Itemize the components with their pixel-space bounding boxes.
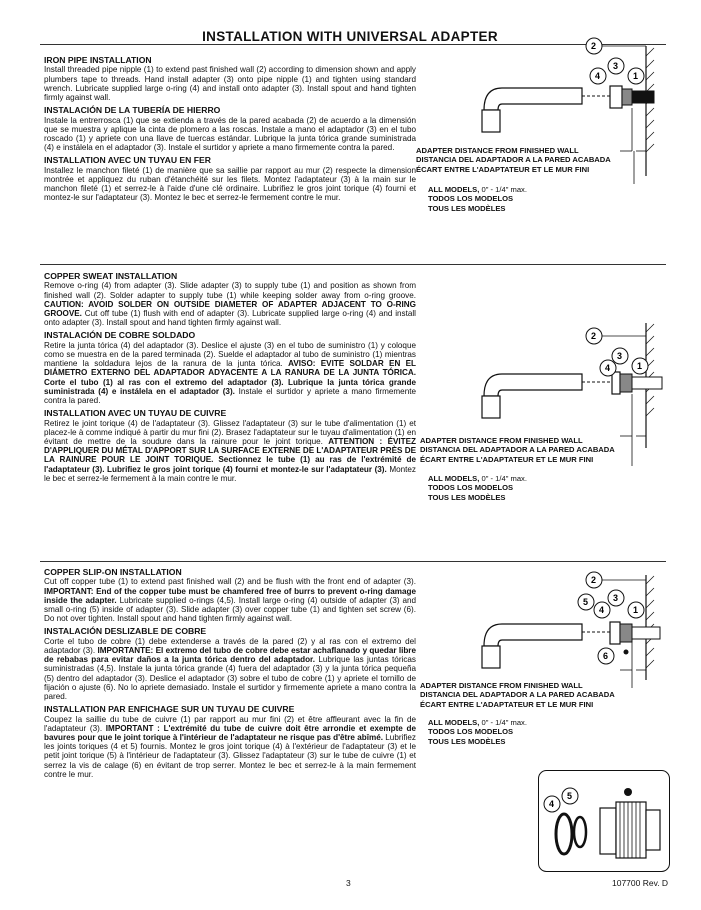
text-copper-sweat-es: Retire la junta tórica (4) del adaptador (3). Deslice el ajuste (3) en el tubo de suministro (1) y coloque como se muestra en de la pared terminada (2). Suelde el adaptador al tubo de suministro (1) mientras mantiene la soldadura lejos de la ranura de la junta tórica. AVISO: EVITE SOLDAR EN EL DIÁMETRO EXTERNO DEL ADAPTADOR ADYACENTE A LA RANURA DE LA JUNTA TÓRICA. Corte el tubo (1) al ras con el extremo del adaptador (3). Lubrique la junta tórica grande suministrada (4) e instálela en el adaptador (3). Instale el surtidor y apriete a mano firmemente contra la pared. [44, 340, 416, 406]
models-note-1: ALL MODELS, 0" - 1/4" max. TODOS LOS MODELOS TOUS LES MODÈLES [428, 185, 527, 213]
callout-5: 5 [567, 791, 573, 801]
text-slip-on-en: Cut off copper tube (1) to extend past finished wall (2) and be flush with the front end of adapter (3). IMPORTANT: End of the copper tube must be chamfered free of burrs to prevent o-ring damage inside the adapter. Lubricate supplied o-rings (4,5). Install large o-ring (4) outside of adapter (3) and small o-ring (5) inside of adapter (3). Slide adapter (3) over copper tube (1) and tighten set screw (6). Do not over tighten. Install spout and hand tighten firmly against wall. [44, 577, 417, 624]
heading-copper-sweat-en: COPPER SWEAT INSTALLATION [44, 271, 178, 281]
heading-slip-on-en: COPPER SLIP-ON INSTALLATION [44, 567, 182, 577]
section-copper-sweat-text [44, 272, 416, 483]
callout-2: 2 [591, 41, 597, 51]
callout-1: 1 [633, 605, 639, 615]
text-copper-sweat-en: Remove o-ring (4) from adapter (3). Slide adapter (3) to supply tube (1) and position as shown from finished wall (2). Solder adapter to supply tube (1) while keeping solder away from o-ring groove. CAUTION: AVOID SOLDER ON OUTSIDE DIAMETER OF ADAPTER ADJACENT TO O-RING GROOVE. Cut off tube (1) flush with end of adapter (3). Lubricate supplied large o-ring (4) and install onto adapter (3). Install spout and hand tighten firmly against wall. [44, 281, 416, 328]
text-iron-pipe-en: Install threaded pipe nipple (1) to extend past finished wall (2) according to dimension shown and apply plumbers tape to threads. Hand install adapter (3) onto pipe nipple (1) and tighten using standard wrench. Lubricate supplied large o-ring (4) and install onto adapter (3). Install spout and hand tighten firmly against wall. [44, 65, 416, 103]
callout-4: 4 [599, 605, 605, 615]
caption-adapter-distance-2: ADAPTER DISTANCE FROM FINISHED WALL DISTANCIA DEL ADAPTADOR A LA PARED ACABADA ÉCART ENTRE L'ADAPTATEUR ET LE MUR FINI [420, 436, 615, 464]
heading-copper-sweat-es: INSTALACIÓN DE COBRE SOLDADO [44, 330, 196, 341]
models-note-2: ALL MODELS, 0" - 1/4" max. TODOS LOS MODELOS TOUS LES MODÈLES [428, 474, 527, 502]
callout-1: 1 [637, 361, 643, 371]
text-copper-sweat-fr: Retirez le joint torique (4) de l'adaptateur (3). Glissez l'adaptateur (3) sur le tube d'alimentation (1) et placez-le à comme indiqué à partir du mur fini (2). Brasez l'adaptateur sur le tuyau d'alimentation (1) en évitant de mettre de la soudure dans la rainure pour le joint torique. ATTENTION : ÉVITEZ D'APPLIQUER DU MÉTAL D'APPORT SUR LA SURFACE EXTERNE DE L'ADAPTATEUR PRÈS DE LA RAINURE POUR LE JOINT TORIQUE. Sectionnez le tube (1) au ras de l'extrémité de l'adaptateur (3). Lubrifiez le gros joint torique (4) fourni et montez-le sur l'adaptateur (3). Montez le bec et serrez-le fermement à la main contre le mur. [44, 418, 417, 483]
page-number: 3 [346, 878, 351, 888]
callout-2: 2 [591, 331, 597, 341]
callout-4: 4 [605, 363, 611, 373]
callout-3: 3 [613, 61, 619, 71]
text-iron-pipe-es: Instale la entrerrosca (1) que se extienda a través de la pared acabada (2) de acuerdo a la dimensión que se muestra y aplique la cinta de plomero a las roscas. Instale a mano el adaptador (3) en el tubo roscado (1) y apriete con una llave de tuercas estándar. Lubrique la junta tórica grande suministrada (4) e instálela en el adaptador (3). Instale el surtidor y apriete a mano firmemente contra la pared. [44, 115, 416, 153]
section-rule-2 [40, 561, 666, 562]
text-slip-on-fr: Coupez la saillie du tube de cuivre (1) par rapport au mur fini (2) et être affleurant avec la fin de l'adaptateur (3). IMPORTANT : L'extrémité du tube de cuivre doit être arrondie et exempte de bavures pour que le joint torique à l'intérieur de l'adaptateur ne risque pas d'être abîmé. Lubrifiez les joints toriques (4 et 5) fournis. Montez le gros joint torique (4) à l'extérieur de l'adaptateur (3) et le petit joint torique (5) à l'intérieur de l'adaptateur (3). Glissez l'adaptateur (3) sur le tube de cuivre (1) et serrez la vis de calage (6) en évitant de trop serrer. Montez le bec et serrez-le à la main fermement contre le mur. [44, 714, 417, 779]
page-title: INSTALLATION WITH UNIVERSAL ADAPTER [202, 29, 498, 44]
callout-2: 2 [591, 575, 597, 585]
callout-4: 4 [595, 71, 601, 81]
heading-iron-pipe-es: INSTALACIÓN DE LA TUBERÍA DE HIERRO [44, 105, 221, 116]
section-copper-slip-on-text [44, 568, 416, 779]
callout-3: 3 [613, 593, 619, 603]
callout-1: 1 [633, 71, 639, 81]
detail-o-rings [538, 770, 670, 872]
text-iron-pipe-fr: Installez le manchon fileté (1) de manière que sa saillie par rapport au mur (2) respecte la dimension montrée et appliquez du ruban d'étanchéité sur les filets. Montez l'adaptateur (3) à la main sur le manchon fileté (1) et serrez-le à l'aide d'une clé ordinaire. Lubrifiez le gros joint torique (4) fourni et montez-le sur l'adaptateur (3). Montez le bec et serrez-le fermement contre le mur. [44, 165, 416, 203]
section-rule-1 [40, 264, 666, 265]
callout-5: 5 [583, 597, 589, 607]
diagram-copper-slip-on [470, 570, 670, 690]
callout-4: 4 [549, 799, 555, 809]
heading-iron-pipe-en: IRON PIPE INSTALLATION [44, 55, 152, 65]
models-note-3: ALL MODELS, 0" - 1/4" max. TODOS LOS MODELOS TOUS LES MODÈLES [428, 718, 527, 746]
heading-copper-sweat-fr: INSTALLATION AVEC UN TUYAU DE CUIVRE [44, 408, 227, 419]
text-slip-on-es: Corte el tubo de cobre (1) debe extenderse a través de la pared (2) y al ras con el extremo del adaptador (3). IMPORTANTE: El extremo del tubo de cobre debe estar achaflanado y quedar libre de rebabas para evitar daños a la junta tórica dentro del adaptador. Lubrique las juntas tóricas suministradas (4,5). Instale la junta tórica grande (4) fuera del adaptador (3) y la junta tórica pequeña (5) dentro del adaptador (3). Deslice el adaptador (3) sobre el tubo de cobre (1) y apriete el tornillo de fijación o ajuste (6). No lo apriete demasiado. Instale el surtidor y firmemente apriete a mano contra la pared. [44, 636, 416, 702]
callout-6: 6 [603, 651, 609, 661]
caption-adapter-distance-3: ADAPTER DISTANCE FROM FINISHED WALL DISTANCIA DEL ADAPTADOR A LA PARED ACABADA ÉCART ENTRE L'ADAPTATEUR ET LE MUR FINI [420, 681, 615, 709]
heading-slip-on-es: INSTALACIÓN DESLIZABLE DE COBRE [44, 626, 207, 637]
section-iron-pipe-text [44, 56, 416, 203]
heading-iron-pipe-fr: INSTALLATION AVEC UN TUYAU EN FER [44, 155, 211, 166]
caption-adapter-distance-1: ADAPTER DISTANCE FROM FINISHED WALL DISTANCIA DEL ADAPTADOR A LA PARED ACABADA ÉCART ENTRE L'ADAPTATEUR ET LE MUR FINI [416, 146, 611, 174]
revision-code: 107700 Rev. D [612, 878, 669, 888]
heading-slip-on-fr: INSTALLATION PAR ENFICHAGE SUR UN TUYAU DE CUIVRE [44, 704, 295, 715]
callout-3: 3 [617, 351, 623, 361]
